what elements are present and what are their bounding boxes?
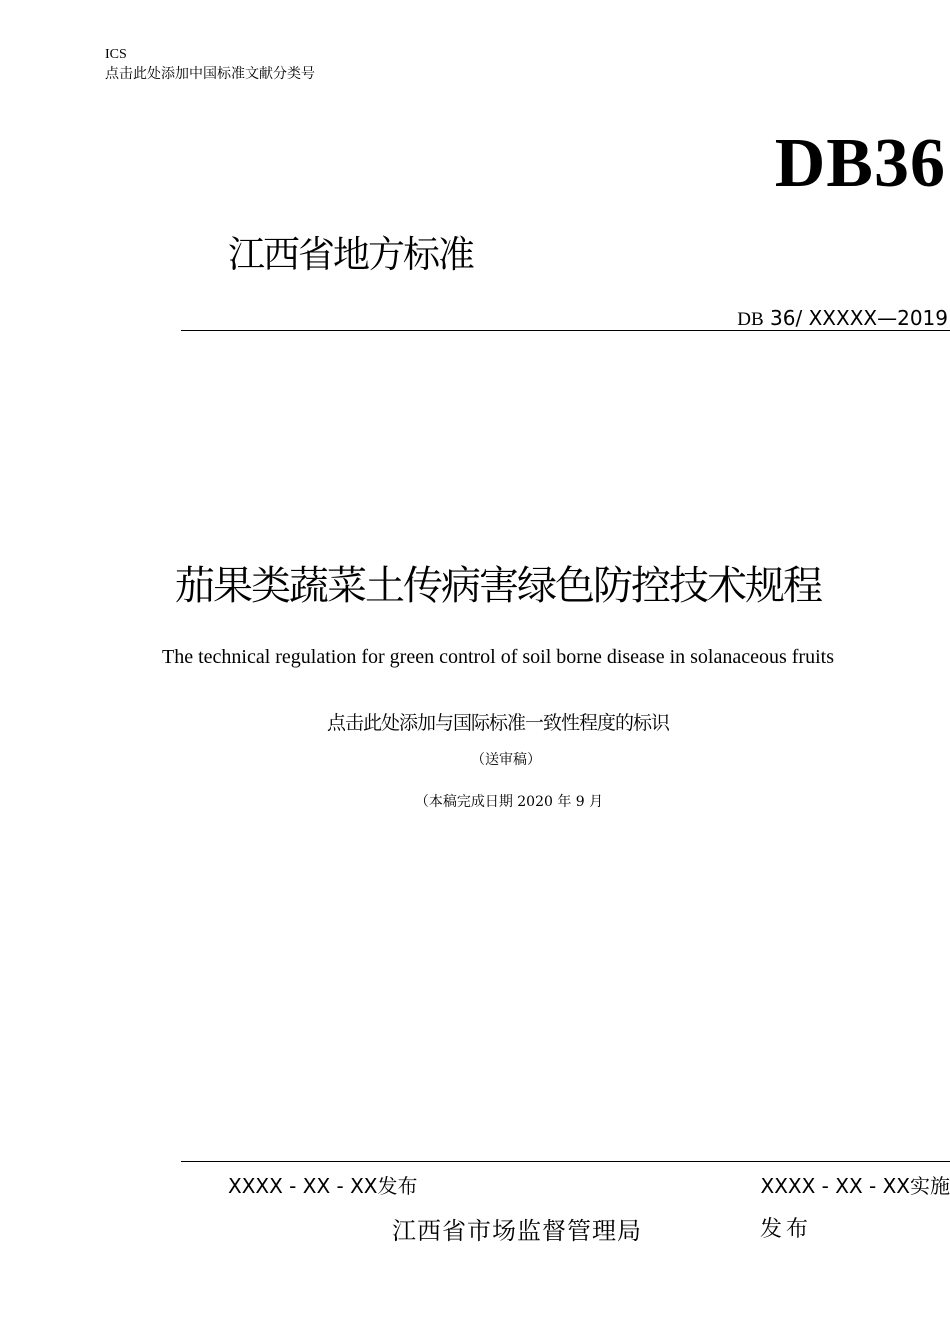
issue-label: 发布: [760, 1217, 813, 1242]
standard-type-heading: 江西省地方标准: [228, 233, 473, 276]
issuing-authority: 江西省市场监督管理局: [392, 1217, 642, 1245]
document-title-english: The technical regulation for green control of soil borne disease in solanaceous fruits: [162, 646, 834, 668]
draft-status: （送审稿）: [471, 752, 541, 768]
standard-number-prefix: DB: [737, 309, 764, 330]
standard-number-value: 36/ XXXXX—2019: [763, 306, 948, 330]
header-divider: [181, 330, 950, 331]
footer-divider: [181, 1161, 950, 1162]
implementation-date: XXXX - XX - XX实施: [760, 1174, 950, 1198]
publish-date: XXXX - XX - XX发布: [228, 1174, 418, 1198]
document-title-chinese: 茄果类蔬菜土传病害绿色防控技术规程: [175, 563, 821, 609]
standard-number: [737, 306, 948, 332]
standard-logo: DB36: [774, 125, 946, 202]
draft-completion-date: （本稿完成日期 2020 年 9 月: [414, 794, 604, 810]
ics-code: ICS: [105, 47, 127, 62]
ics-classification-placeholder[interactable]: 点击此处添加中国标准文献分类号: [105, 66, 315, 82]
consistency-placeholder[interactable]: 点击此处添加与国际标准一致性程度的标识: [326, 712, 669, 734]
